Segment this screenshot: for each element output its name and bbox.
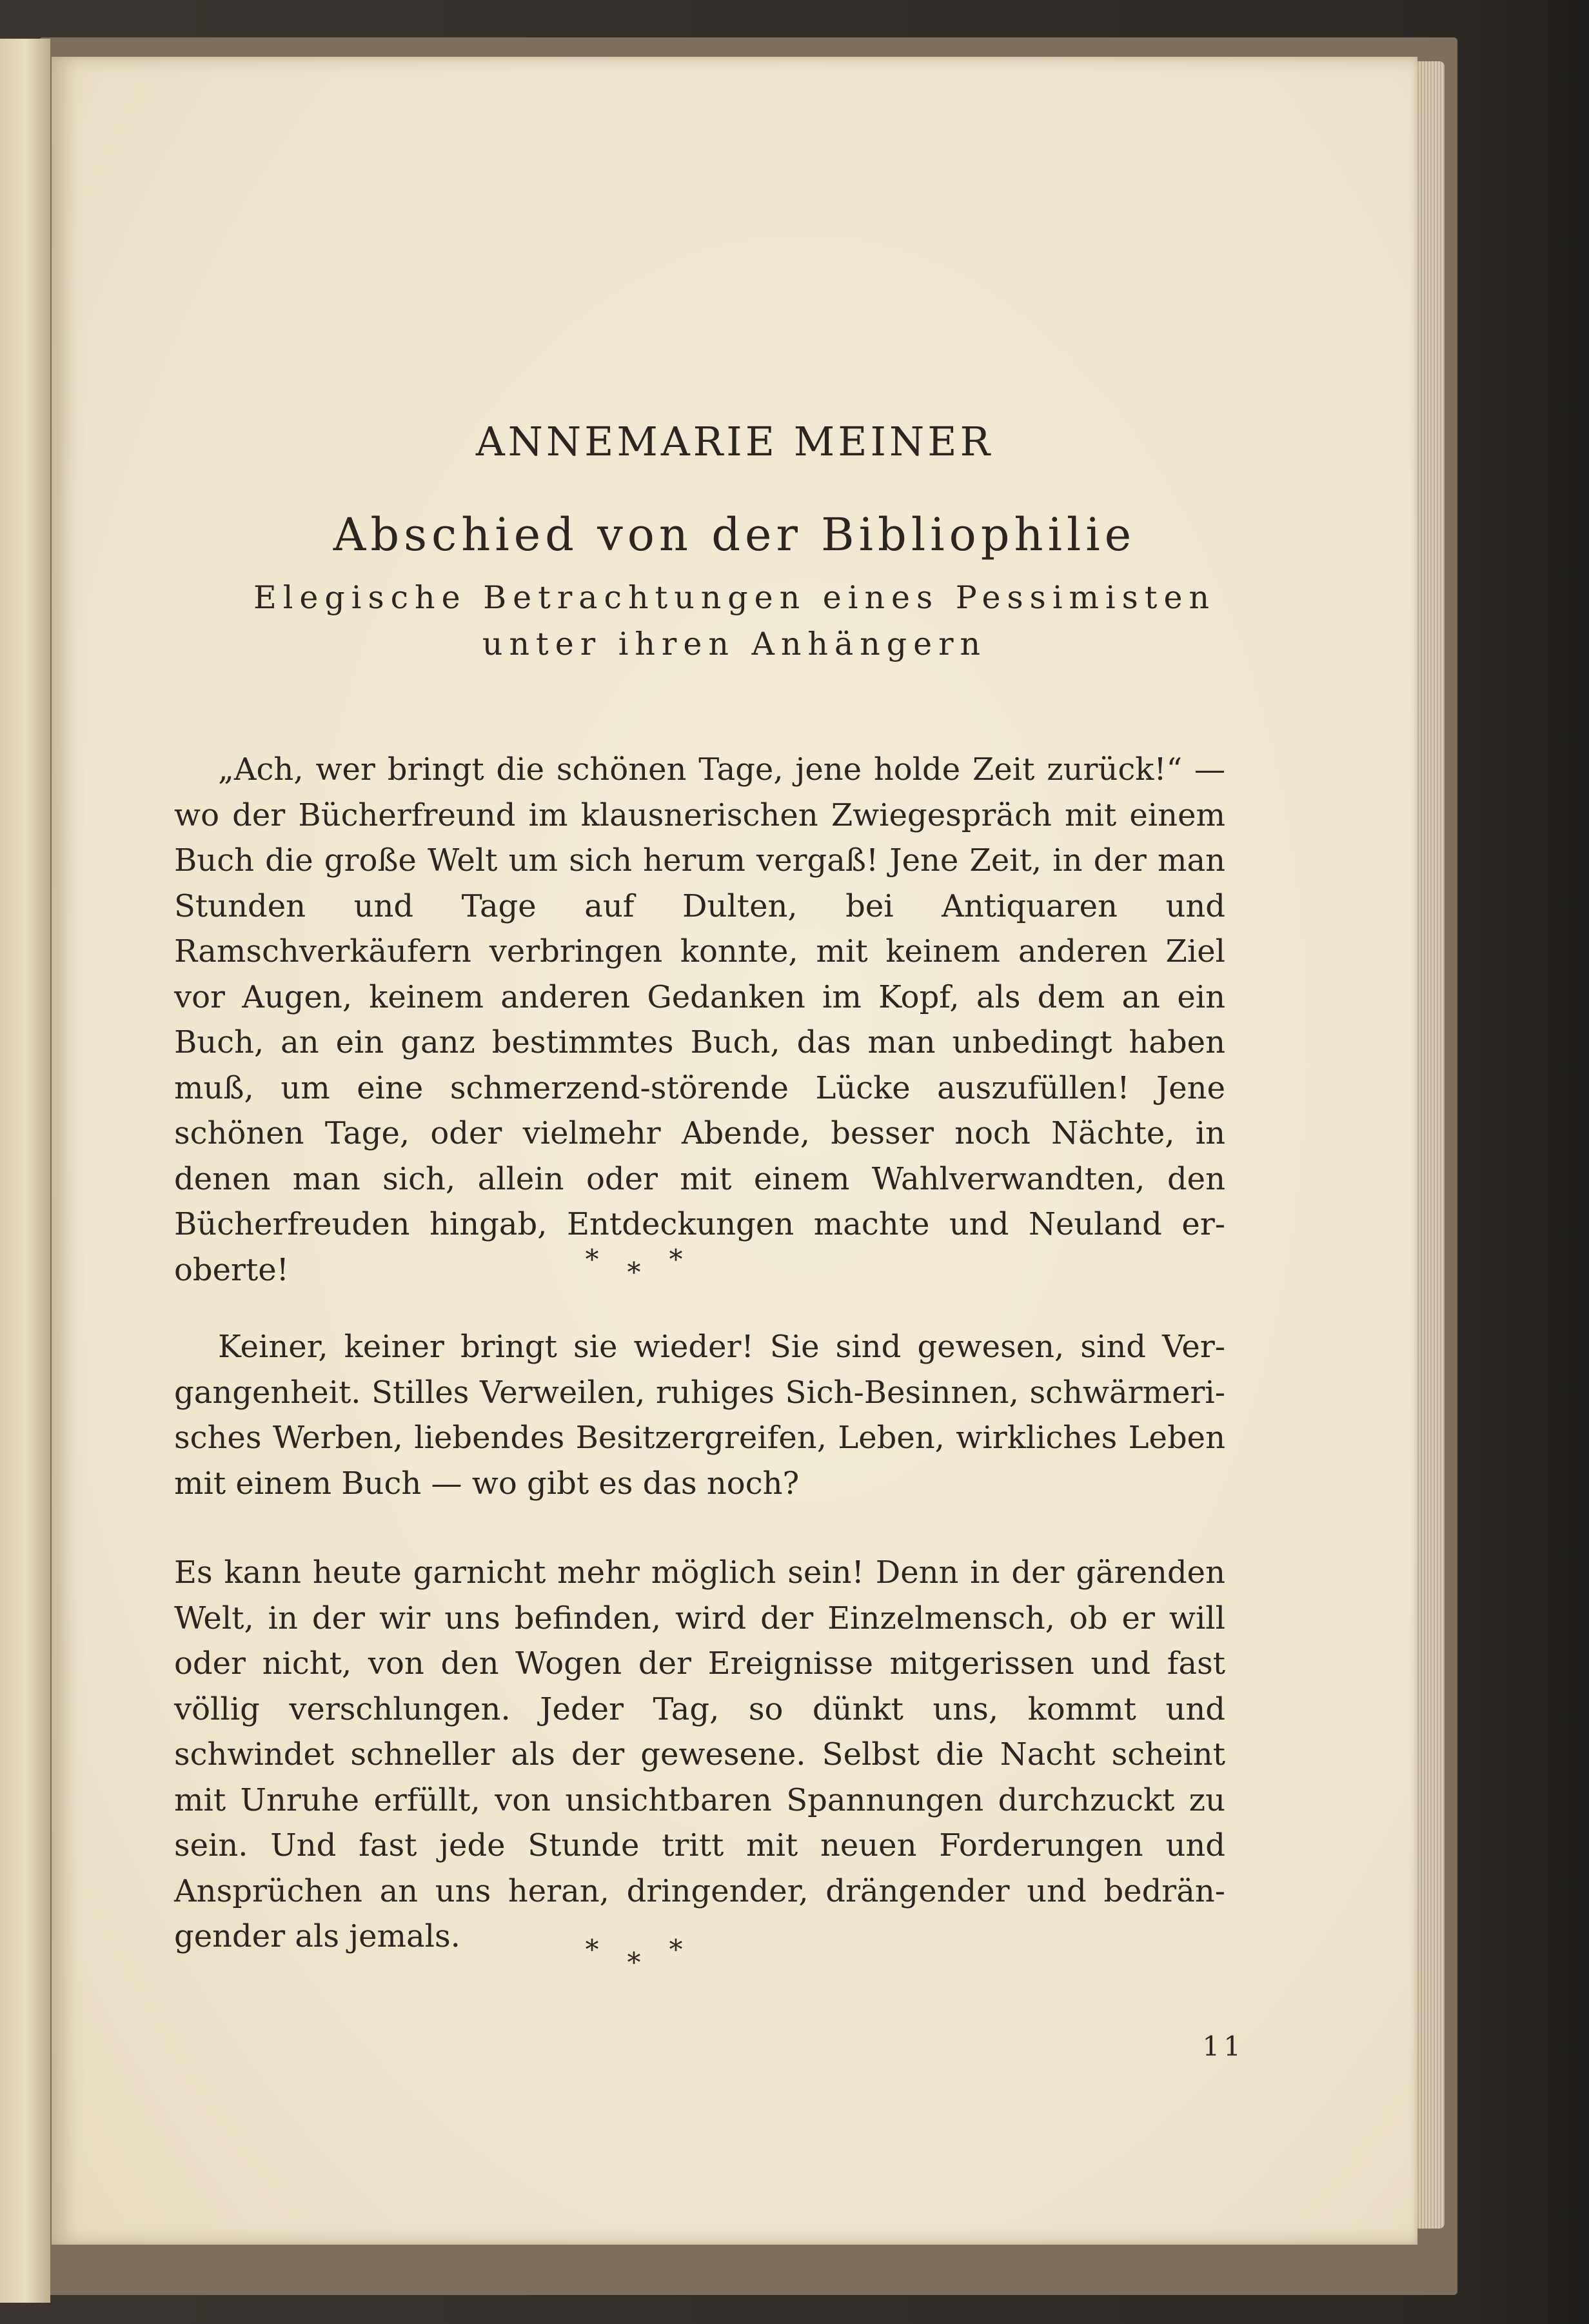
paragraph-2: Keiner, keiner bringt sie wieder! Sie sind gewesen, sind Vergangenheit. Stilles Verweilen, ruhiges Sich-Besinnen, schwärmerisches Werben, liebendes Besitzergreifen, Leben, wirkliches Leben mit einem Buch — wo gibt es das noch? [174,1329,1225,1502]
separator-asterisk: * [669,1244,711,1275]
separator-asterisk: * [627,1256,669,1288]
author-name: ANNEMARIE MEINER [475,418,994,465]
paragraph-3: Es kann heute garnicht mehr möglich sein! Denn in der gärenden Welt, in der wir uns befinden, wird der Einzelmensch, ob er will oder nicht, von den Wogen der Ereignisse mitgerissen und fast völlig verschlungen. Jeder Tag, so dünkt uns, kommt und schwindet schneller als der gewesene. Selbst die Nacht scheint mit Unruhe erfüllt, von unsichtbaren Spannungen durchzuckt zu sein. Und fast jede Stunde tritt mit neuen Forderungen und Ansprüchen an uns heran, dringender, drängender und bedrängender als jemals. [174,1554,1225,1954]
chapter-subtitle-line-2: unter ihren Anhängern [482,626,987,662]
separator-asterisk: * [669,1934,711,1965]
book-page [52,57,1417,2245]
page-number: 11 [1202,2031,1245,2062]
chapter-subtitle-line-1: Elegische Betrachtungen eines Pessimisten [253,579,1216,616]
facing-page-sliver [0,39,50,2303]
separator-asterisk: * [585,1934,627,1965]
separator-asterisk: * [585,1244,627,1275]
separator-asterisk: * [627,1947,669,1978]
chapter-title: Abschied von der Bibliophilie [333,508,1136,561]
section-separator-2 [52,1934,1245,1979]
paragraph-1: „Ach, wer bringt die schönen Tage, jene holde Zeit zurück!“ — wo der Bücherfreund im klausnerischen Zwiegespräch mit einem Buch die große Welt um sich herum vergaß! Jene Zeit, in der man Stunden und Tage auf Dulten, bei Antiquaren und Ramschverkäufern verbringen konnte, mit keinem anderen Ziel vor Augen, keinem anderen Gedanken im Kopf, als dem an ein Buch, an ein ganz bestimmtes Buch, das man unbedingt haben muß, um eine schmerzend-störende Lücke auszufüllen! Jene schönen Tage, oder vielmehr Abende, besser noch Nächte, in denen man sich, allein oder mit einem Wahlverwandten, den Bücherfreuden hingab, Entdeckungen machte und Neuland eroberte! [174,751,1225,1288]
section-separator-1 [52,1244,1245,1289]
